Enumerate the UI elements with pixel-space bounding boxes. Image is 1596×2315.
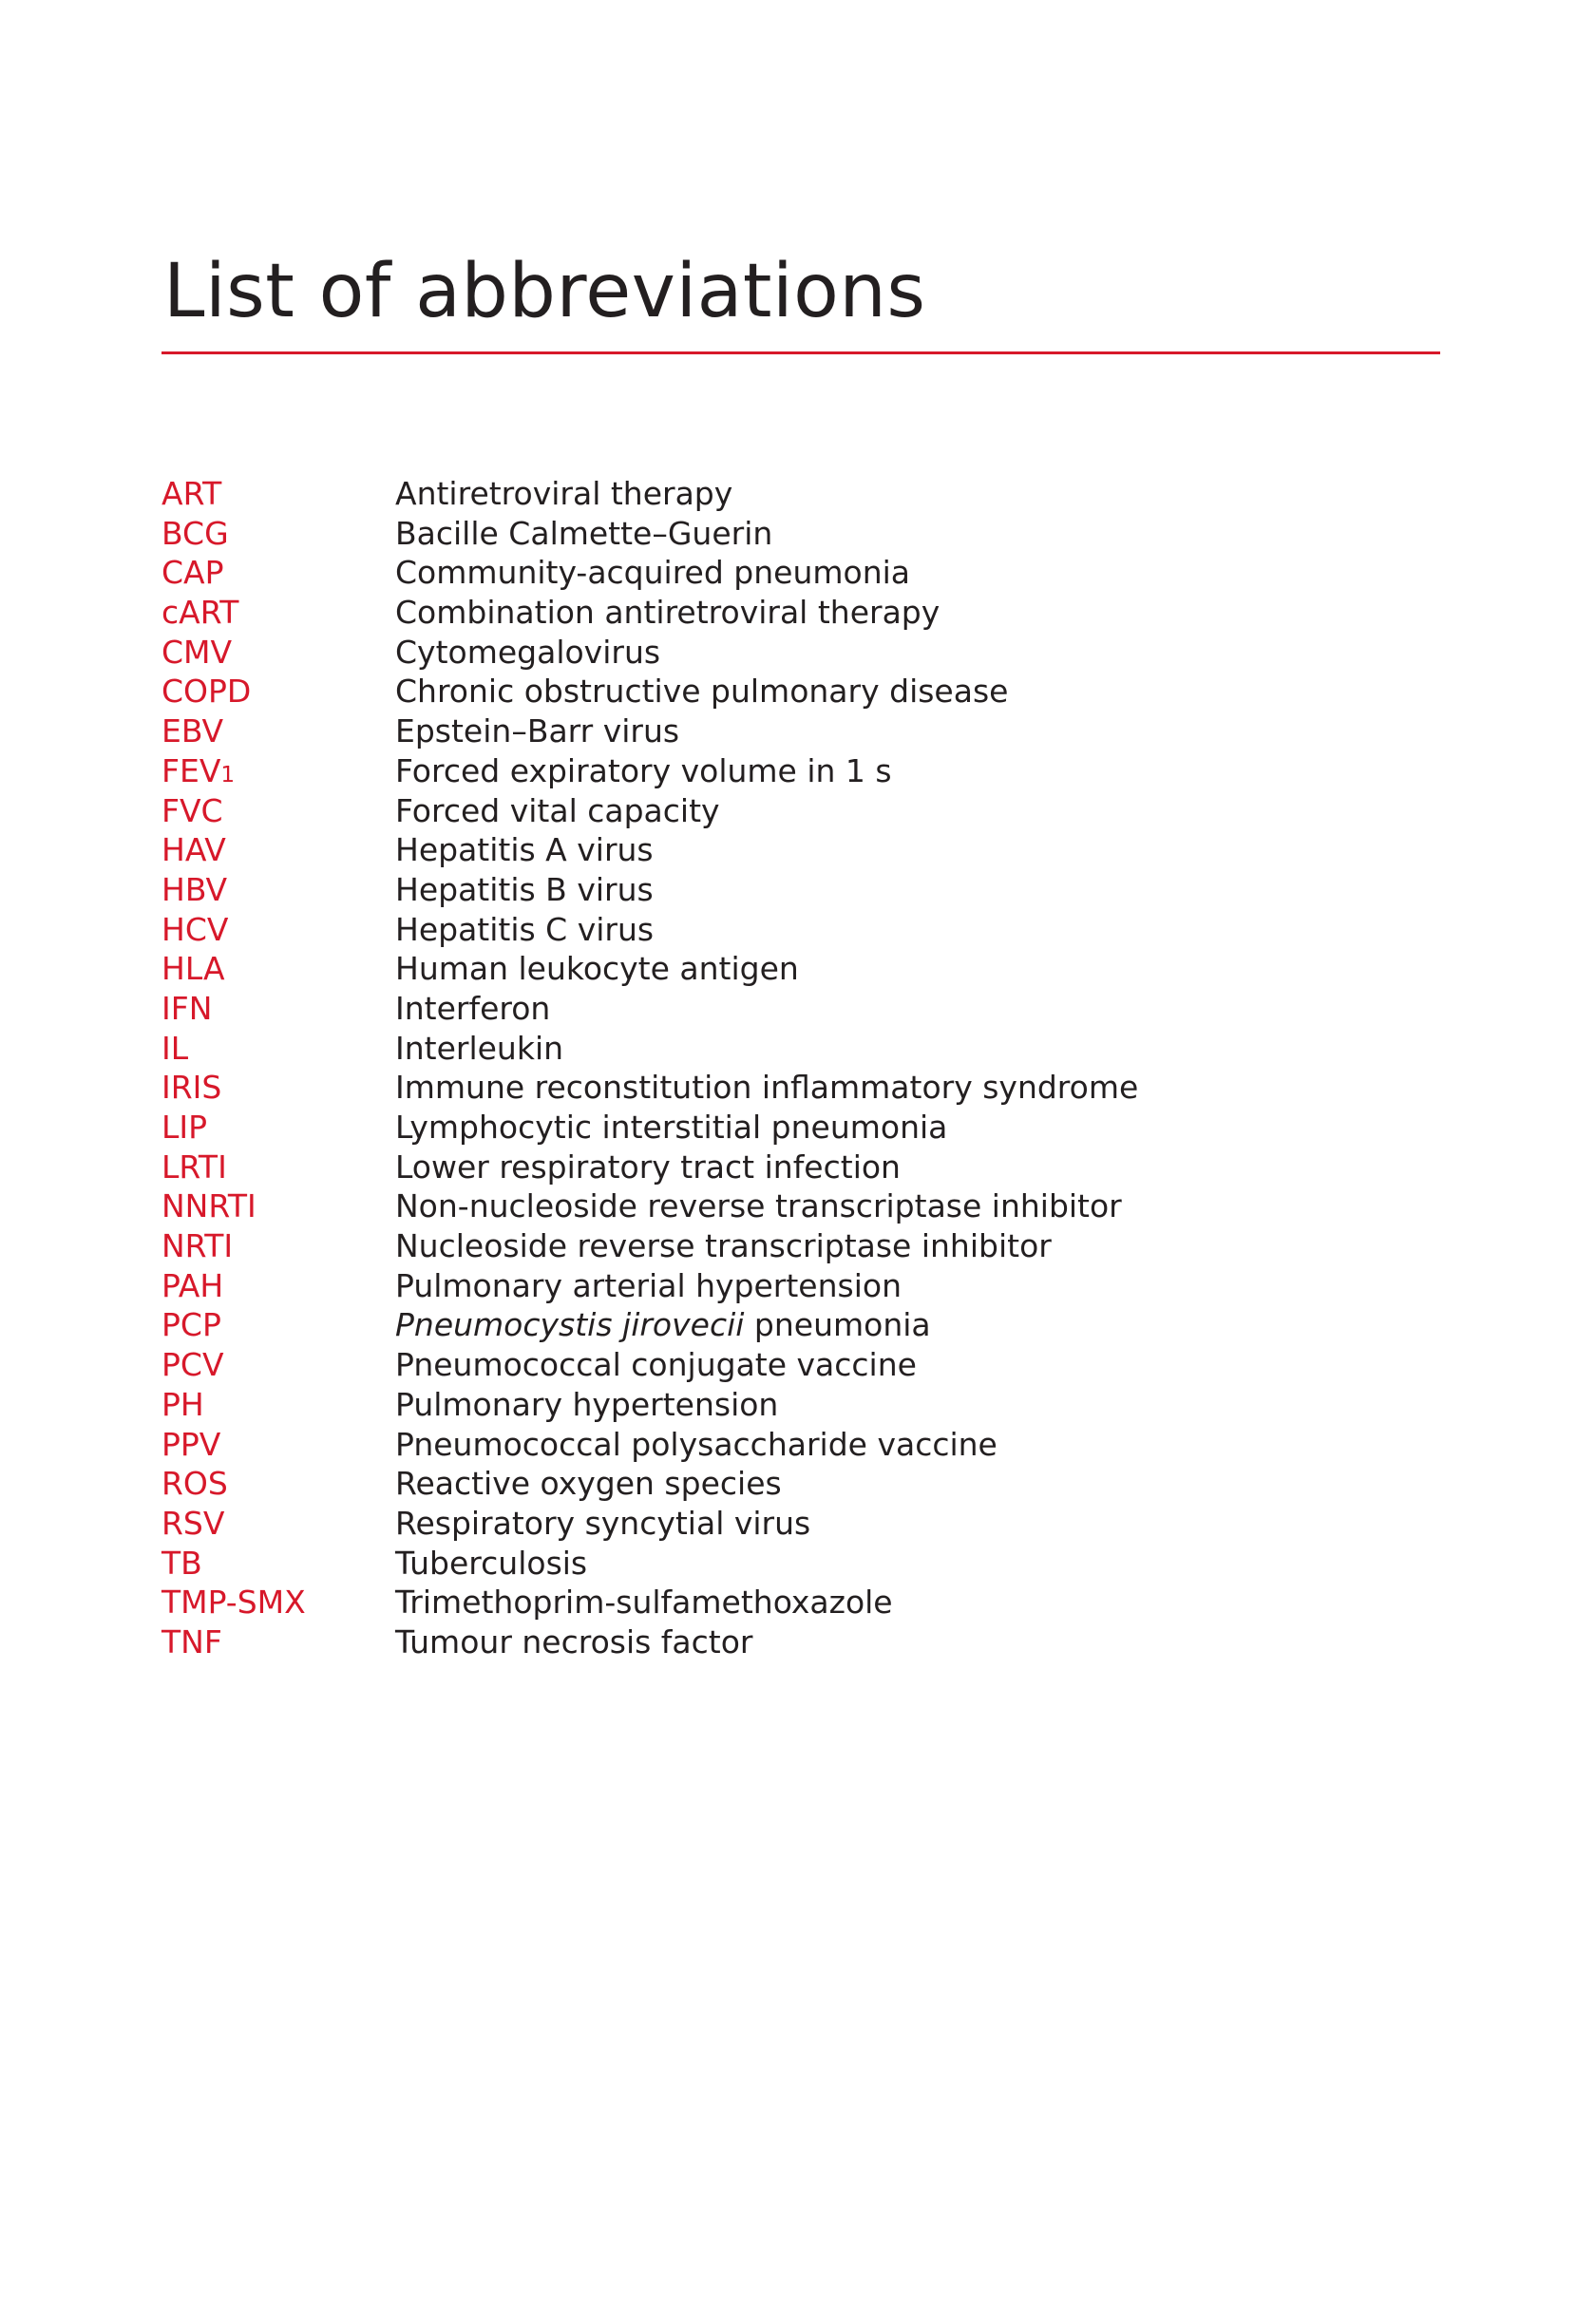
- abbreviation-term: [162, 593, 395, 633]
- abbreviation-row: [162, 672, 1396, 712]
- abbreviation-row: [162, 1029, 1396, 1069]
- abbreviation-term-text: HLA: [162, 950, 225, 988]
- abbreviation-definition-text: Cytomegalovirus: [395, 633, 661, 671]
- abbreviation-term: [162, 910, 395, 950]
- abbreviation-definition: [395, 553, 910, 593]
- abbreviation-row: [162, 553, 1396, 593]
- abbreviation-row: [162, 1385, 1396, 1425]
- abbreviation-row: [162, 1148, 1396, 1187]
- abbreviation-term-text: RSV: [162, 1504, 225, 1542]
- abbreviation-term: [162, 1622, 395, 1662]
- abbreviation-term-text: PCV: [162, 1346, 224, 1384]
- abbreviation-row: [162, 949, 1396, 989]
- abbreviation-definition-text: Hepatitis A virus: [395, 831, 654, 869]
- abbreviation-term-text: IRIS: [162, 1069, 222, 1107]
- abbreviation-definition: [395, 1108, 947, 1148]
- abbreviation-definition-text: Pulmonary arterial hypertension: [395, 1266, 902, 1304]
- abbreviation-definition-text: Tumour necrosis factor: [395, 1622, 753, 1660]
- abbreviation-row: [162, 474, 1396, 514]
- abbreviation-term: [162, 751, 395, 796]
- abbreviation-definition: [395, 1068, 1138, 1108]
- abbreviation-definition-text: Immune reconstitution inflammatory syndrome: [395, 1069, 1139, 1107]
- abbreviation-term-text: PAH: [162, 1266, 224, 1304]
- abbreviation-definition: [395, 1266, 902, 1306]
- abbreviation-definition-text: Tuberculosis: [395, 1544, 588, 1582]
- abbreviation-definition: [395, 1305, 931, 1345]
- abbreviation-definition-text: Antiretroviral therapy: [395, 475, 733, 512]
- abbreviation-row: [162, 1464, 1396, 1504]
- abbreviation-term: [162, 791, 395, 831]
- abbreviation-term: [162, 1464, 395, 1504]
- abbreviation-row: [162, 751, 1396, 791]
- abbreviation-definition-text: Lower respiratory tract infection: [395, 1148, 901, 1186]
- abbreviation-definition: [395, 1148, 901, 1187]
- abbreviation-definition: [395, 1345, 917, 1385]
- abbreviation-row: [162, 1226, 1396, 1266]
- abbreviation-definition-text: Combination antiretroviral therapy: [395, 594, 940, 632]
- abbreviation-term-text: CAP: [162, 554, 224, 592]
- abbreviation-definition-text: Trimethoprim-sulfamethoxazole: [395, 1584, 893, 1622]
- abbreviation-definition-text: Pulmonary hypertension: [395, 1385, 779, 1423]
- abbreviation-row: [162, 1186, 1396, 1226]
- abbreviation-term-text: PPV: [162, 1425, 221, 1463]
- abbreviation-row: [162, 1622, 1396, 1662]
- abbreviation-definition: [395, 751, 892, 791]
- abbreviation-row: [162, 1068, 1396, 1108]
- abbreviation-term-text: ART: [162, 475, 222, 512]
- abbreviation-definition-text: Pneumococcal polysaccharide vaccine: [395, 1425, 998, 1463]
- abbreviation-term-text: NRTI: [162, 1227, 234, 1265]
- abbreviation-term: [162, 474, 395, 514]
- abbreviation-definition-text: Lymphocytic interstitial pneumonia: [395, 1109, 948, 1146]
- abbreviation-term: [162, 830, 395, 870]
- abbreviation-definition: [395, 633, 660, 673]
- abbreviation-row: [162, 791, 1396, 831]
- abbreviation-definition: [395, 1544, 587, 1584]
- abbreviation-term: [162, 949, 395, 989]
- abbreviation-term-subscript: 1: [220, 762, 236, 787]
- abbreviation-term: [162, 1186, 395, 1226]
- abbreviation-term: [162, 1108, 395, 1148]
- abbreviation-term-text: PH: [162, 1385, 204, 1423]
- abbreviation-definition: [395, 1583, 893, 1622]
- abbreviation-definition-text: Non-nucleoside reverse transcriptase inhibitor: [395, 1187, 1122, 1225]
- abbreviation-definition-text: Chronic obstructive pulmonary disease: [395, 673, 1009, 711]
- abbreviation-term-text: IFN: [162, 989, 213, 1027]
- abbreviation-term: [162, 1068, 395, 1108]
- page-title: List of abbreviations: [163, 249, 926, 334]
- abbreviation-term: [162, 1425, 395, 1465]
- abbreviation-term: [162, 633, 395, 673]
- abbreviation-definition: [395, 791, 720, 831]
- abbreviation-term-text: NNRTI: [162, 1187, 256, 1225]
- abbreviation-row: [162, 593, 1396, 633]
- abbreviation-definition-text: Hepatitis B virus: [395, 870, 654, 908]
- abbreviation-term-text: HBV: [162, 870, 228, 908]
- abbreviation-term-text: LIP: [162, 1109, 208, 1146]
- abbreviation-term-text: TB: [162, 1544, 202, 1582]
- abbreviation-row: [162, 830, 1396, 870]
- abbreviation-term: [162, 1583, 395, 1622]
- abbreviation-definition: [395, 1504, 810, 1544]
- abbreviation-definition-text: Interferon: [395, 989, 551, 1027]
- abbreviation-term-text: FEV: [162, 751, 221, 789]
- abbreviation-term-text: EBV: [162, 712, 224, 750]
- abbreviation-term-text: ROS: [162, 1465, 228, 1503]
- abbreviation-definition-text: pneumonia: [744, 1306, 931, 1344]
- abbreviation-term: [162, 870, 395, 910]
- abbreviation-definition: [395, 672, 1008, 712]
- abbreviation-term: [162, 1029, 395, 1069]
- abbreviation-term: [162, 1148, 395, 1187]
- abbreviation-term-text: TNF: [162, 1622, 222, 1660]
- abbreviation-row: [162, 989, 1396, 1029]
- abbreviation-row: [162, 514, 1396, 554]
- abbreviation-term-text: CMV: [162, 633, 233, 671]
- abbreviation-term: [162, 672, 395, 712]
- abbreviation-term: [162, 1226, 395, 1266]
- abbreviation-definition-text: Pneumococcal conjugate vaccine: [395, 1346, 917, 1384]
- abbreviation-term: [162, 1504, 395, 1544]
- abbreviation-term-text: HCV: [162, 910, 229, 948]
- abbreviation-list: [162, 474, 1396, 1662]
- abbreviation-term: [162, 553, 395, 593]
- abbreviation-definition: [395, 593, 940, 633]
- abbreviation-definition: [395, 1622, 753, 1662]
- abbreviation-definition: [395, 910, 654, 950]
- abbreviation-definition-text: Nucleoside reverse transcriptase inhibitor: [395, 1227, 1052, 1265]
- abbreviation-row: [162, 633, 1396, 673]
- abbreviation-term-text: cART: [162, 594, 239, 632]
- abbreviation-row: [162, 1305, 1396, 1345]
- abbreviation-row: [162, 1583, 1396, 1622]
- abbreviation-term-text: COPD: [162, 673, 252, 711]
- abbreviation-definition-text: Forced expiratory volume in 1 s: [395, 751, 892, 789]
- abbreviation-definition: [395, 1425, 998, 1465]
- abbreviation-definition: [395, 949, 799, 989]
- abbreviation-definition-text: Epstein–Barr virus: [395, 712, 680, 750]
- abbreviation-definition-text: Respiratory syncytial virus: [395, 1504, 811, 1542]
- abbreviation-term: [162, 514, 395, 554]
- abbreviation-definition-text: Interleukin: [395, 1029, 564, 1067]
- abbreviation-term-text: BCG: [162, 514, 229, 552]
- abbreviation-definition: [395, 1186, 1122, 1226]
- abbreviation-definition: [395, 514, 772, 554]
- abbreviation-term-text: HAV: [162, 831, 226, 869]
- abbreviation-definition: [395, 712, 679, 751]
- title-divider: [162, 351, 1440, 354]
- abbreviation-definition: [395, 1464, 782, 1504]
- abbreviation-definition: [395, 1029, 563, 1069]
- abbreviation-definition: [395, 989, 550, 1029]
- abbreviation-term: [162, 989, 395, 1029]
- abbreviation-definition: [395, 1385, 778, 1425]
- abbreviation-term: [162, 1385, 395, 1425]
- abbreviation-definition-text: Hepatitis C virus: [395, 910, 655, 948]
- abbreviation-row: [162, 1345, 1396, 1385]
- abbreviation-definition-text: Community-acquired pneumonia: [395, 554, 911, 592]
- abbreviation-definition-text: Forced vital capacity: [395, 791, 720, 829]
- abbreviation-definition-text: Human leukocyte antigen: [395, 950, 799, 988]
- abbreviation-term-text: IL: [162, 1029, 189, 1067]
- abbreviation-term: [162, 1345, 395, 1385]
- abbreviation-definition-text: Reactive oxygen species: [395, 1465, 782, 1503]
- abbreviation-definition-italic: Pneumocystis jirovecii: [395, 1306, 745, 1344]
- abbreviation-definition-text: Bacille Calmette–Guerin: [395, 514, 773, 552]
- abbreviation-term: [162, 712, 395, 751]
- abbreviation-definition: [395, 474, 732, 514]
- abbreviation-term-text: LRTI: [162, 1148, 227, 1186]
- abbreviation-term-text: TMP-SMX: [162, 1584, 306, 1622]
- abbreviation-row: [162, 1425, 1396, 1465]
- abbreviation-term: [162, 1305, 395, 1345]
- abbreviation-row: [162, 1504, 1396, 1544]
- abbreviation-row: [162, 1266, 1396, 1306]
- abbreviation-term: [162, 1544, 395, 1584]
- abbreviation-row: [162, 1108, 1396, 1148]
- abbreviation-term: [162, 1266, 395, 1306]
- abbreviation-row: [162, 1544, 1396, 1584]
- abbreviation-row: [162, 910, 1396, 950]
- abbreviation-term-text: PCP: [162, 1306, 221, 1344]
- abbreviation-definition: [395, 870, 654, 910]
- abbreviation-row: [162, 712, 1396, 751]
- abbreviation-definition: [395, 830, 654, 870]
- abbreviation-definition: [395, 1226, 1052, 1266]
- abbreviation-term-text: FVC: [162, 791, 223, 829]
- abbreviation-row: [162, 870, 1396, 910]
